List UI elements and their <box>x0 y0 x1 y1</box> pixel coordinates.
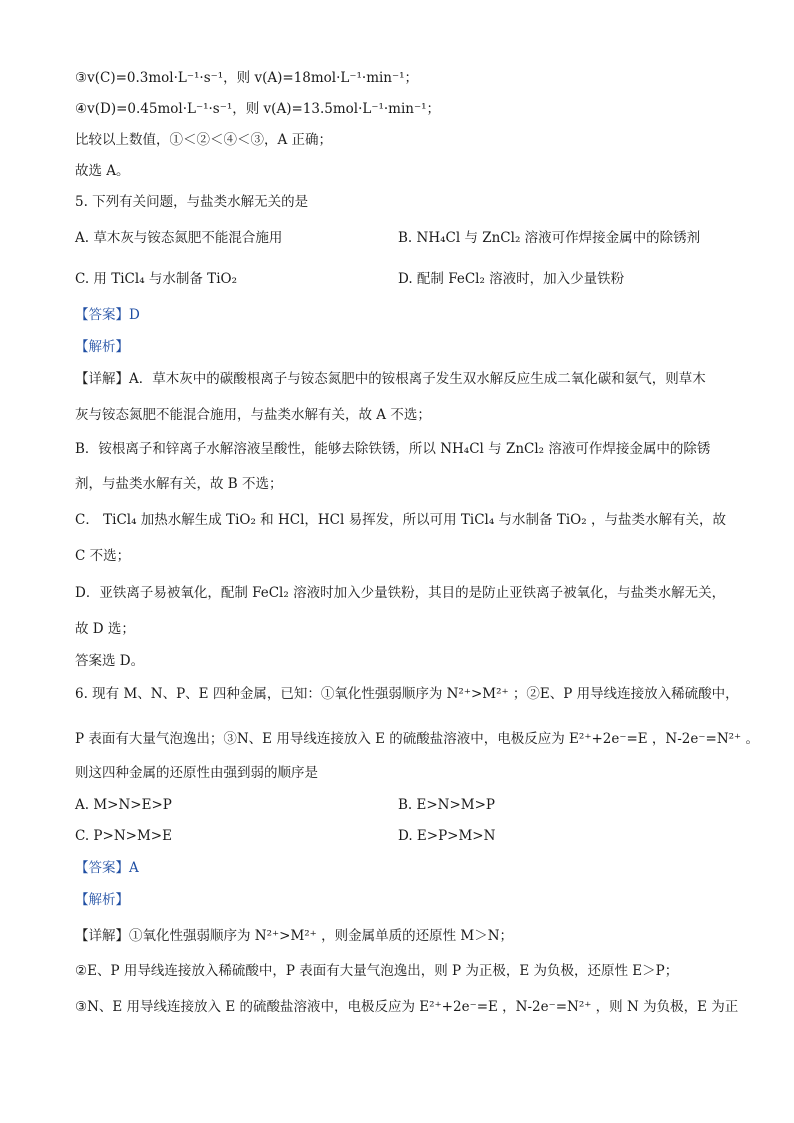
question-6-stem-1: 6. 现有 M、N、P、E 四种金属，已知：①氧化性强弱顺序为 N²⁺>M²⁺ ；②E、P 用导线连接放入稀硫酸中， <box>75 686 739 702</box>
q5-detail-b-1: B．铵根离子和锌离子水解溶液呈酸性，能够去除铁锈，所以 NH₄Cl 与 ZnCl₂ 溶液可作焊接金属中的除锈 <box>75 441 711 457</box>
question-6-stem-3: 则这四种金属的还原性由强到弱的顺序是 <box>75 765 318 781</box>
q5-detail-d-1: D．亚铁离子易被氧化，配制 FeCl₂ 溶液时加入少量铁粉，其目的是防止亚铁离子被氧化，与盐类水解无关， <box>75 585 726 601</box>
q6-detail-2: ②E、P 用导线连接放入稀硫酸中，P 表面有大量气泡逸出，则 P 为正极，E 为负极，还原性 E＞P； <box>75 963 679 979</box>
question-6-stem-2: P 表面有大量气泡逸出；③N、E 用导线连接放入 E 的硫酸盐溶液中，电极反应为 E²⁺+2e⁻=E ，N-2e⁻=N²⁺ 。 <box>75 731 759 747</box>
q5-detail-b-2: 剂，与盐类水解有关，故 B 不选； <box>75 476 283 492</box>
text-line-rate-c: ③v(C)=0.3mol·L⁻¹·s⁻¹，则 v(A)=18mol·L⁻¹·min⁻¹； <box>75 70 419 86</box>
text-line-rate-d: ④v(D)=0.45mol·L⁻¹·s⁻¹，则 v(A)=13.5mol·L⁻¹·min⁻¹； <box>75 101 441 117</box>
q5-option-a: A. 草木灰与铵态氮肥不能混合施用 <box>75 230 283 246</box>
q5-detail-c-1: C． TiCl₄ 加热水解生成 TiO₂ 和 HCl，HCl 易挥发，所以可用 TiCl₄ 与水制备 TiO₂ ，与盐类水解有关，故 <box>75 512 726 528</box>
q5-detail-d-2: 故 D 选； <box>75 621 135 637</box>
q6-detail-3: ③N、E 用导线连接放入 E 的硫酸盐溶液中，电极反应为 E²⁺+2e⁻=E ，N-2e⁻=N²⁺ ，则 N 为负极，E 为正 <box>75 999 739 1015</box>
q6-detail-1: 【详解】①氧化性强弱顺序为 N²⁺>M²⁺ ，则金属单质的还原性 M＞N； <box>75 928 514 944</box>
q6-option-b: B. E>N>M>P <box>398 797 496 813</box>
q6-option-d: D. E>P>M>N <box>398 828 496 844</box>
q5-option-c: C. 用 TiCl₄ 与水制备 TiO₂ <box>75 271 237 287</box>
q5-analysis-label: 【解析】 <box>75 339 129 355</box>
q5-option-d: D. 配制 FeCl₂ 溶液时，加入少量铁粉 <box>398 271 625 287</box>
q6-answer-label: 【答案】A <box>75 860 139 876</box>
q5-final-answer: 答案选 D。 <box>75 653 145 669</box>
q6-analysis-label: 【解析】 <box>75 892 129 908</box>
q5-option-b: B. NH₄Cl 与 ZnCl₂ 溶液可作焊接金属中的除锈剂 <box>398 230 701 246</box>
text-line-compare: 比较以上数值，①＜②＜④＜③，A 正确； <box>75 132 333 148</box>
q5-detail-a-2: 灰与铵态氮肥不能混合施用，与盐类水解有关，故 A 不选； <box>75 407 431 423</box>
q6-option-c: C. P>N>M>E <box>75 828 172 844</box>
q5-detail-a-1: 【详解】A．草木灰中的碳酸根离子与铵态氮肥中的铵根离子发生双水解反应生成二氧化碳和氨气，则草木 <box>75 371 706 387</box>
q5-detail-c-2: C 不选； <box>75 548 131 564</box>
question-5-stem: 5. 下列有关问题，与盐类水解无关的是 <box>75 194 309 210</box>
q6-option-a: A. M>N>E>P <box>75 797 172 813</box>
text-line-choose-a: 故选 A。 <box>75 163 130 179</box>
q5-answer-label: 【答案】D <box>75 307 140 323</box>
